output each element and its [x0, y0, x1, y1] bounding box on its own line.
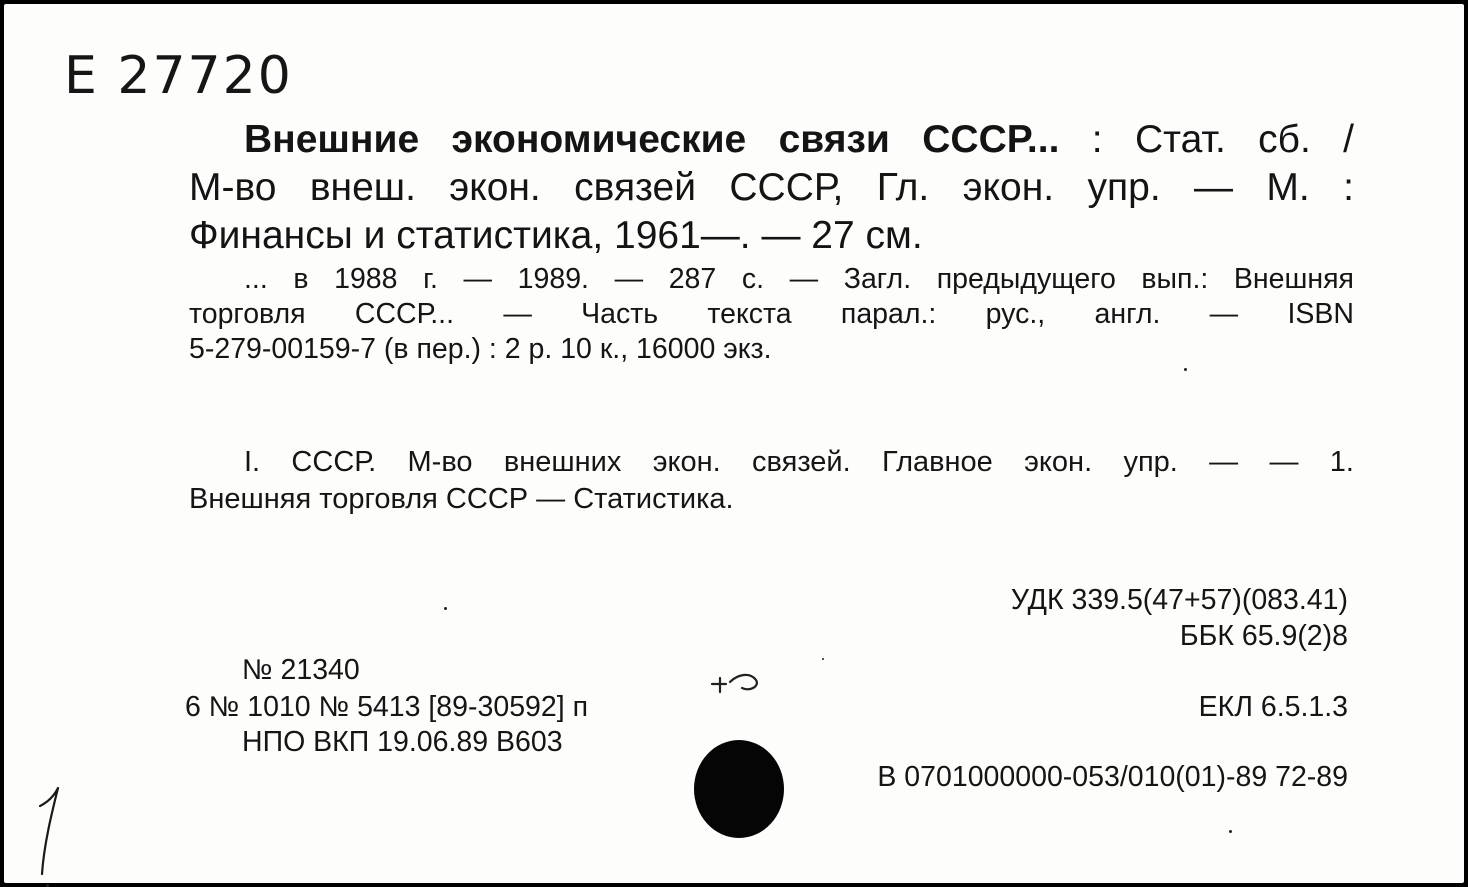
speck: [1184, 368, 1187, 371]
card-number: № 21340: [242, 654, 360, 686]
headings-line-2: Внешняя торговля СССР — Статистика.: [189, 483, 734, 515]
title-bold: Внешние экономические связи СССР...: [244, 118, 1060, 161]
handwritten-mark-icon: [32, 784, 72, 880]
bbk-code: ББК 65.9(2)8: [1179, 620, 1348, 652]
description: [189, 262, 1354, 367]
main-entry: [189, 116, 1354, 260]
speck: [1229, 830, 1232, 833]
speck: [444, 607, 447, 610]
main-entry-line-1: [189, 116, 1354, 164]
main-entry-line-2: М-во внеш. экон. связей СССР, Гл. экон. упр. — М. :: [189, 166, 1354, 209]
npo-line: НПО ВКП 19.06.89 В603: [242, 726, 563, 758]
description-line-2: торговля СССР... — Часть текста парал.: рус., англ. — ISBN: [189, 298, 1354, 330]
udk-code: УДК 339.5(47+57)(083.41): [1010, 584, 1348, 616]
card-code: Е 27720: [64, 46, 293, 106]
subject-headings: [189, 444, 1354, 518]
description-line-3: 5-279-00159-7 (в пер.) : 2 р. 10 к., 16000 экз.: [189, 333, 772, 365]
main-entry-line-3: Финансы и статистика, 1961—. — 27 см.: [189, 214, 923, 257]
ekl-code: ЕКЛ 6.5.1.3: [1198, 691, 1348, 723]
order-line: 6 № 1010 № 5413 [89-30592] п: [185, 691, 589, 723]
speck: [822, 658, 824, 660]
headings-line-1: I. СССР. М-во внешних экон. связей. Главное экон. упр. — — 1.: [244, 446, 1354, 478]
description-line-1: ... в 1988 г. — 1989. — 287 с. — Загл. предыдущего вып.: Внешняя: [244, 263, 1354, 295]
ink-blot: [694, 740, 784, 838]
catalog-card: [4, 4, 1464, 883]
title-rest: : Стат. сб. /: [1059, 118, 1355, 161]
scribble-mark-icon: [704, 668, 768, 704]
catalog-code: В 0701000000-053/010(01)-89 72-89: [877, 761, 1348, 793]
